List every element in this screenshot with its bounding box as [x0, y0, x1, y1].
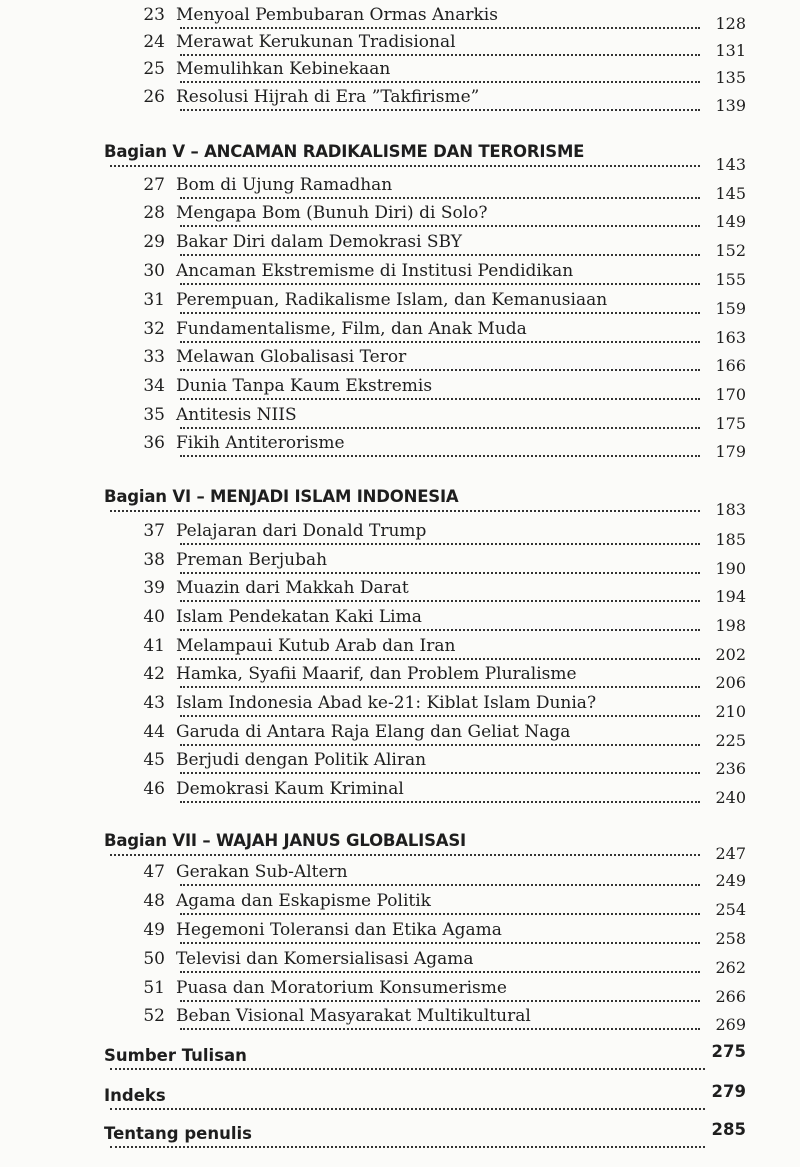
toc-entry-chapter	[0, 518, 800, 549]
chapter-number: 45	[143, 750, 165, 770]
chapter-title: Melawan Globalisasi Teror	[176, 347, 410, 367]
page-number: 166	[715, 356, 746, 375]
chapter-number: 26	[143, 87, 165, 107]
page-number: 163	[715, 328, 746, 347]
chapter-number: 38	[143, 550, 165, 570]
chapter-title: Memulihkan Kebinekaan	[176, 59, 394, 79]
chapter-title: Fikih Antiterorisme	[176, 433, 349, 453]
toc-entry-chapter	[0, 661, 800, 692]
toc-entry-chapter	[0, 430, 800, 461]
chapter-title: Hegemoni Toleransi dan Etika Agama	[176, 920, 506, 940]
chapter-title: Agama dan Eskapisme Politik	[176, 891, 435, 911]
chapter-number: 23	[143, 5, 165, 25]
chapter-title: Hamka, Syafii Maarif, dan Problem Pluralisme	[176, 664, 581, 684]
chapter-number: 42	[143, 664, 165, 684]
toc-entry-chapter	[0, 258, 800, 289]
chapter-title: Mengapa Bom (Bunuh Diri) di Solo?	[176, 203, 492, 223]
backmatter-title: Indeks	[104, 1086, 170, 1105]
toc-entry-chapter	[0, 547, 800, 578]
page-number: 183	[715, 500, 746, 519]
toc-entry-chapter	[0, 172, 800, 203]
backmatter-title: Sumber Tulisan	[104, 1046, 251, 1065]
part-title: Bagian VII – WAJAH JANUS GLOBALISASI	[104, 831, 470, 850]
page-number: 249	[715, 871, 746, 890]
page-number: 262	[715, 958, 746, 977]
chapter-title: Garuda di Antara Raja Elang dan Geliat Naga	[176, 722, 574, 742]
chapter-title: Antitesis NIIS	[176, 405, 301, 425]
chapter-title: Gerakan Sub-Altern	[176, 862, 352, 882]
chapter-title: Fundamentalisme, Film, dan Anak Muda	[176, 319, 531, 339]
chapter-number: 36	[143, 433, 165, 453]
chapter-number: 47	[143, 862, 165, 882]
chapter-title: Ancaman Ekstremisme di Institusi Pendidikan	[176, 261, 577, 281]
chapter-title: Bom di Ujung Ramadhan	[176, 175, 396, 195]
toc-entry-chapter	[0, 575, 800, 606]
chapter-number: 37	[143, 521, 165, 541]
toc-entry-chapter	[0, 229, 800, 260]
chapter-number: 50	[143, 949, 165, 969]
page-number: 210	[715, 702, 746, 721]
chapter-number: 35	[143, 405, 165, 425]
page-number: 135	[715, 68, 746, 87]
page-number: 175	[715, 414, 746, 433]
toc-entry-part	[0, 826, 800, 863]
toc-entry-chapter	[0, 29, 800, 60]
page-number: 194	[715, 587, 746, 606]
page-number: 198	[715, 616, 746, 635]
chapter-title: Islam Pendekatan Kaki Lima	[176, 607, 426, 627]
page-number: 128	[715, 14, 746, 33]
page-number: 131	[715, 41, 746, 60]
toc-entry-part	[0, 137, 800, 174]
chapter-number: 41	[143, 636, 165, 656]
toc-entry-part	[0, 482, 800, 519]
chapter-number: 39	[143, 578, 165, 598]
chapter-title: Perempuan, Radikalisme Islam, dan Kemanusiaan	[176, 290, 611, 310]
page-number: 190	[715, 559, 746, 578]
page-number: 159	[715, 299, 746, 318]
chapter-title: Resolusi Hijrah di Era ”Takfirisme”	[176, 87, 483, 107]
toc-entry-chapter	[0, 316, 800, 347]
toc-entry-chapter	[0, 946, 800, 977]
page-number: 185	[715, 530, 746, 549]
toc-entry-chapter	[0, 1003, 800, 1034]
chapter-number: 25	[143, 59, 165, 79]
chapter-title: Islam Indonesia Abad ke-21: Kiblat Islam Dunia?	[176, 693, 600, 713]
chapter-title: Melampaui Kutub Arab dan Iran	[176, 636, 459, 656]
page-number: 170	[715, 385, 746, 404]
chapter-title: Menyoal Pembubaran Ormas Anarkis	[176, 5, 502, 25]
chapter-number: 51	[143, 978, 165, 998]
toc-entry-backmatter	[0, 1042, 800, 1070]
chapter-title: Televisi dan Komersialisasi Agama	[176, 949, 477, 969]
page-number: 139	[715, 96, 746, 115]
toc-entry-chapter	[0, 917, 800, 948]
page-number: 236	[715, 759, 746, 778]
toc-entry-chapter	[0, 604, 800, 635]
chapter-number: 34	[143, 376, 165, 396]
page-number: 149	[715, 212, 746, 231]
chapter-title: Beban Visional Masyarakat Multikultural	[176, 1006, 535, 1026]
toc-entry-chapter	[0, 287, 800, 318]
toc-entry-backmatter	[0, 1120, 800, 1148]
toc-entry-chapter	[0, 56, 800, 87]
page-number: 275	[711, 1042, 746, 1061]
chapter-title: Merawat Kerukunan Tradisional	[176, 32, 460, 52]
page-number: 285	[711, 1120, 746, 1139]
page-number: 155	[715, 270, 746, 289]
dot-leader	[110, 1100, 705, 1110]
toc-entry-chapter	[0, 402, 800, 433]
chapter-title: Demokrasi Kaum Kriminal	[176, 779, 408, 799]
chapter-title: Bakar Diri dalam Demokrasi SBY	[176, 232, 466, 252]
toc-entry-chapter	[0, 776, 800, 807]
chapter-number: 24	[143, 32, 165, 52]
chapter-number: 40	[143, 607, 165, 627]
chapter-number: 29	[143, 232, 165, 252]
toc-entry-chapter	[0, 747, 800, 778]
chapter-title: Dunia Tanpa Kaum Ekstremis	[176, 376, 436, 396]
toc-entry-chapter	[0, 859, 800, 890]
chapter-title: Pelajaran dari Donald Trump	[176, 521, 430, 541]
toc-entry-chapter	[0, 2, 800, 33]
page-number: 240	[715, 788, 746, 807]
page-number: 258	[715, 929, 746, 948]
chapter-number: 44	[143, 722, 165, 742]
page-number: 269	[715, 1015, 746, 1034]
page-number: 254	[715, 900, 746, 919]
toc-entry-chapter	[0, 719, 800, 750]
page-number: 206	[715, 673, 746, 692]
chapter-number: 49	[143, 920, 165, 940]
chapter-number: 28	[143, 203, 165, 223]
toc-entry-chapter	[0, 888, 800, 919]
chapter-number: 31	[143, 290, 165, 310]
toc-entry-chapter	[0, 200, 800, 231]
page-number: 179	[715, 442, 746, 461]
chapter-title: Muazin dari Makkah Darat	[176, 578, 413, 598]
toc-entry-chapter	[0, 975, 800, 1006]
chapter-number: 43	[143, 693, 165, 713]
toc-entry-backmatter	[0, 1082, 800, 1110]
part-title: Bagian VI – MENJADI ISLAM INDONESIA	[104, 487, 462, 506]
chapter-number: 46	[143, 779, 165, 799]
chapter-number: 48	[143, 891, 165, 911]
chapter-title: Berjudi dengan Politik Aliran	[176, 750, 430, 770]
page-number: 152	[715, 241, 746, 260]
toc-entry-chapter	[0, 690, 800, 721]
part-title: Bagian V – ANCAMAN RADIKALISME DAN TERORISME	[104, 142, 588, 161]
chapter-number: 30	[143, 261, 165, 281]
chapter-number: 52	[143, 1006, 165, 1026]
chapter-number: 33	[143, 347, 165, 367]
page-number: 143	[715, 155, 746, 174]
page-number: 266	[715, 987, 746, 1006]
chapter-number: 27	[143, 175, 165, 195]
page-number: 247	[715, 844, 746, 863]
chapter-title: Puasa dan Moratorium Konsumerisme	[176, 978, 511, 998]
page-number: 202	[715, 645, 746, 664]
page-number: 145	[715, 184, 746, 203]
chapter-title: Preman Berjubah	[176, 550, 331, 570]
toc-entry-chapter	[0, 84, 800, 115]
page-number: 225	[715, 731, 746, 750]
page-number: 279	[711, 1082, 746, 1101]
toc-entry-chapter	[0, 344, 800, 375]
toc-entry-chapter	[0, 373, 800, 404]
toc-entry-chapter	[0, 633, 800, 664]
backmatter-title: Tentang penulis	[104, 1124, 256, 1143]
chapter-number: 32	[143, 319, 165, 339]
